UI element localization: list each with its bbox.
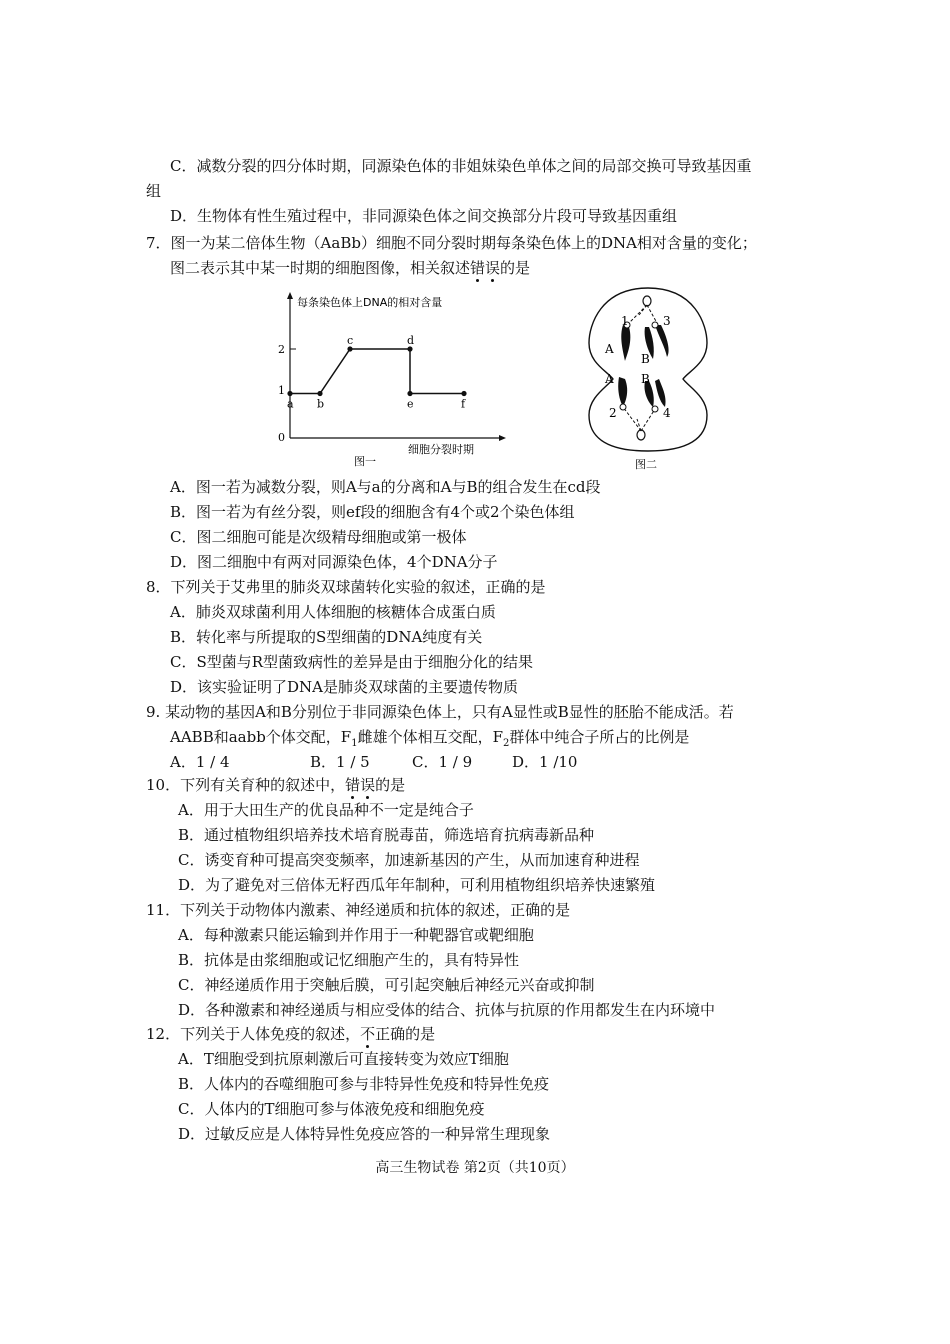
chromosome-2 xyxy=(618,377,627,407)
q9-option-b: B．1 / 5 xyxy=(310,753,370,771)
q10-stem xyxy=(146,775,405,795)
data-point-label-f: f xyxy=(461,397,466,411)
q7-stem-text: 的是 xyxy=(500,259,531,277)
q10-option-a: A．用于大田生产的优良品种不一定是纯合子 xyxy=(178,801,474,819)
q7-stem-line1: 7．图一为某二倍体生物（AaBb）细胞不同分裂时期每条染色体上的DNA相对含量的变化； xyxy=(146,234,757,252)
q12-stem xyxy=(146,1024,435,1044)
q12-option-b: B．人体内的吞噬细胞可参与非特异性免疫和特异性免疫 xyxy=(178,1075,550,1093)
q8-stem: 8．下列关于艾弗里的肺炎双球菌转化实验的叙述，正确的是 xyxy=(146,578,546,596)
q7-stem-line2 xyxy=(170,258,530,278)
q12-stem-text: 12．下列关于人体免疫的叙述， xyxy=(146,1025,361,1043)
q6-option-c-line1: C．减数分裂的四分体时期，同源染色体的非姐妹染色单体之间的局部交换可导致基因重 xyxy=(170,157,752,175)
data-point-label-d: d xyxy=(407,334,415,347)
spindle-fibers-top xyxy=(627,305,657,325)
q11-option-a: A．每种激素只能运输到并作用于一种靶器官或靶细胞 xyxy=(178,926,534,944)
q12-option-c: C．人体内的T细胞可参与体液免疫和细胞免疫 xyxy=(178,1100,485,1118)
q10-option-c: C．诱变育种可提高突变频率，加速新基因的产生，从而加速育种进程 xyxy=(178,851,640,869)
q6-option-d: D．生物体有性生殖过程中，非同源染色体之间交换部分片段可导致基因重组 xyxy=(170,207,678,225)
centrosome-bottom xyxy=(637,430,645,440)
y-axis-label: 每条染色体上DNA的相对含量 xyxy=(297,296,443,309)
emphasis-dot-char: 错 xyxy=(345,776,361,794)
emphasis-dot-char: 不 xyxy=(360,1025,376,1043)
gene-label-A-lower: A xyxy=(605,372,614,386)
q9-stem-text: 雌雄个体相互交配，F xyxy=(357,728,504,746)
q9-option-c: C．1 / 9 xyxy=(412,753,473,771)
page-footer: 高三生物试卷 第2页（共10页） xyxy=(375,1160,575,1176)
q9-stem-line2 xyxy=(170,727,689,747)
gene-label-B-lower: B xyxy=(641,372,650,386)
q6-option-c-line2: 组 xyxy=(146,182,162,200)
data-point-a xyxy=(287,391,292,396)
q12-option-d: D．过敏反应是人体特异性免疫应答的一种异常生理现象 xyxy=(178,1125,551,1143)
chromosome-number-1: 1 xyxy=(621,314,629,328)
q8-option-b: B．转化率与所提取的S型细菌的DNA纯度有关 xyxy=(170,628,483,646)
q11-stem: 11．下列关于动物体内激素、神经递质和抗体的叙述，正确的是 xyxy=(146,901,571,919)
figure-2-cell xyxy=(583,285,713,473)
data-point-label-e: e xyxy=(407,397,414,411)
chromosome-number-4: 4 xyxy=(663,406,671,420)
q7-option-c: C．图二细胞可能是次级精母细胞或第一极体 xyxy=(170,528,467,546)
q8-option-a: A．肺炎双球菌利用人体细胞的核糖体合成蛋白质 xyxy=(170,603,496,621)
cell-membrane xyxy=(589,288,707,451)
q9-stem-text: 群体中纯合子所占的比例是 xyxy=(509,728,690,746)
centromere-3 xyxy=(652,322,658,328)
data-point-f xyxy=(461,391,466,396)
data-point-d xyxy=(407,346,412,351)
q10-stem-text: 10．下列有关育种的叙述中， xyxy=(146,776,346,794)
q7-stem-text: 图二表示其中某一时期的细胞图像，相关叙述 xyxy=(170,259,471,277)
figure-1-chart xyxy=(270,288,510,470)
q10-option-d: D．为了避免对三倍体无籽西瓜年年制种，可利用植物组织培养快速繁殖 xyxy=(178,876,656,894)
emphasis-dot-char: 错 xyxy=(470,259,486,277)
data-point-label-c: c xyxy=(347,334,354,347)
y-tick-label-1: 1 xyxy=(278,384,285,397)
emphasis-dot-char: 误 xyxy=(360,776,376,794)
figure-1-caption: 图一 xyxy=(354,455,376,468)
series-line xyxy=(290,349,464,394)
gene-label-B-upper: B xyxy=(641,352,650,366)
data-point-e xyxy=(407,391,412,396)
data-point-c xyxy=(347,346,352,351)
data-point-label-a: a xyxy=(287,397,294,411)
chart-series-group xyxy=(287,334,467,411)
spindle-fibers-bottom xyxy=(623,407,655,431)
gene-label-A-upper: A xyxy=(605,342,614,356)
x-axis-arrow xyxy=(499,435,506,441)
q10-stem-text: 的是 xyxy=(375,776,406,794)
q11-option-d: D．各种激素和神经递质与相应受体的结合、抗体与抗原的作用都发生在内环境中 xyxy=(178,1001,716,1019)
q12-option-a: A．T细胞受到抗原刺激后可直接转变为效应T细胞 xyxy=(178,1050,509,1068)
q8-option-d: D．该实验证明了DNA是肺炎双球菌的主要遗传物质 xyxy=(170,678,519,696)
q11-option-b: B．抗体是由浆细胞或记忆细胞产生的，具有特异性 xyxy=(178,951,520,969)
q7-option-b: B．图一若为有丝分裂，则ef段的细胞含有4个或2个染色体组 xyxy=(170,503,575,521)
x-axis-label: 细胞分裂时期 xyxy=(408,443,474,456)
centromere-2 xyxy=(620,404,626,410)
emphasis-dot-char: 误 xyxy=(485,259,501,277)
figure-2-caption: 图二 xyxy=(635,458,657,471)
q8-option-c: C．S型菌与R型菌致病性的差异是由于细胞分化的结果 xyxy=(170,653,534,671)
y-tick-label-0: 0 xyxy=(278,431,285,444)
y-axis-arrow xyxy=(287,292,293,299)
chromosome-number-2: 2 xyxy=(609,406,617,420)
centromere-4 xyxy=(652,406,658,412)
q10-option-b: B．通过植物组织培养技术培育脱毒苗，筛选培育抗病毒新品种 xyxy=(178,826,595,844)
subscript: 1 xyxy=(351,738,358,749)
chromosome-1 xyxy=(621,325,630,361)
q11-option-c: C．神经递质作用于突触后膜，可引起突触后神经元兴奋或抑制 xyxy=(178,976,595,994)
data-point-label-b: b xyxy=(317,397,325,411)
y-tick-label-2: 2 xyxy=(278,343,285,356)
subscript: 2 xyxy=(503,738,510,749)
q12-stem-text: 正确的是 xyxy=(375,1025,436,1043)
q9-option-d: D．1 /10 xyxy=(512,753,578,771)
q9-option-a: A．1 / 4 xyxy=(170,753,230,771)
q7-option-d: D．图二细胞中有两对同源染色体，4个DNA分子 xyxy=(170,553,498,571)
centrosome-top xyxy=(643,296,651,306)
q9-stem-text: AABB和aabb个体交配，F xyxy=(170,728,352,746)
chromosome-4-arm-b xyxy=(655,379,666,407)
q7-option-a: A．图一若为减数分裂，则A与a的分离和A与B的组合发生在cd段 xyxy=(170,478,601,496)
q9-stem-line1: 9. 某动物的基因A和B分别位于非同源染色体上，只有A显性或B显性的胚胎不能成活。若 xyxy=(146,703,734,721)
chromosome-3-arm-b xyxy=(655,325,669,357)
chromosome-number-3: 3 xyxy=(663,314,671,328)
data-point-b xyxy=(317,391,322,396)
